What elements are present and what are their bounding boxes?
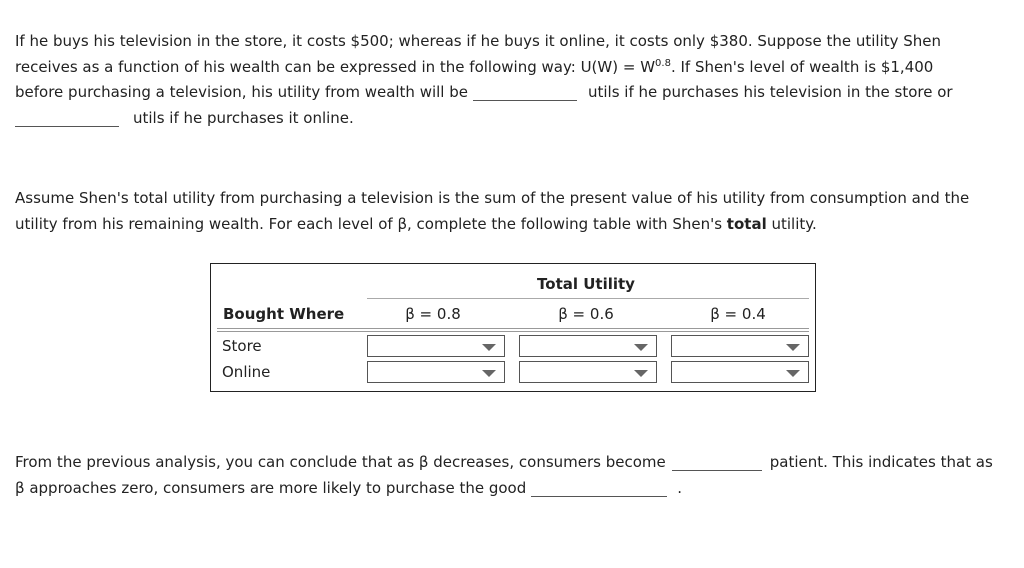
q2-line-2-end: utility. [766,214,817,233]
q1-line-3-end: utils if he purchases his television in the store or [588,83,953,101]
q3-line-2-end: . [677,478,683,497]
q2-line-2 [15,212,1010,238]
q1-line-1: If he buys his television in the store, it costs $500; whereas if he buys it online, it costs only $380. Suppose the utility Shen [15,32,942,50]
online-utility-answer-blank[interactable] [15,109,119,127]
q2-line-1: Assume Shen's total utility from purchasing a television is the sum of the present value of his utility from consumption and the [15,189,970,207]
q1-line-2-end: . If Shen's level of wealth is $1,400 [670,57,934,76]
purchase-location-answer-blank[interactable] [531,479,667,497]
q3-line-2-start: β approaches zero, consumers are more likely to purchase the good [15,478,527,497]
q3-line-1 [15,450,1020,476]
chevron-down-icon [482,344,496,351]
total-utility-header: Total Utility [537,275,635,293]
q3-line-1-start: From the previous analysis, you can conclude that as β decreases, consumers become [15,453,666,471]
group-header-divider [367,298,809,299]
exponent: 0.8 [655,57,671,69]
patience-answer-blank[interactable] [672,453,762,471]
q1-line-3-start: before purchasing a television, his utility from wealth will be [15,83,468,101]
q1-line-2-start: receives as a function of his wealth can be expressed in the following way: U(W) = W [15,57,656,76]
q1-line-2 [15,55,1010,81]
q2-bold-word: total [726,214,767,233]
column-header-beta-0-6: β = 0.6 [558,305,614,323]
q1-line-3 [15,80,1010,106]
online-beta-0-6-dropdown[interactable] [519,361,657,383]
bought-where-header: Bought Where [223,305,345,323]
total-utility-table [210,263,816,392]
header-divider [217,328,809,332]
row-label-online: Online [222,363,271,381]
chevron-down-icon [786,370,800,377]
q1-line-4-end: utils if he purchases it online. [133,108,354,127]
chevron-down-icon [634,370,648,377]
q2-line-2-start: utility from his remaining wealth. For each level of β, complete the following table with Shen's [15,214,727,233]
chevron-down-icon [634,344,648,351]
store-utility-answer-blank[interactable] [473,83,577,101]
chevron-down-icon [482,370,496,377]
question-1-text [15,29,1010,131]
store-beta-0-8-dropdown[interactable] [367,335,505,357]
question-2-text [15,186,1010,237]
q1-line-4 [15,106,1010,132]
online-beta-0-4-dropdown[interactable] [671,361,809,383]
column-header-beta-0-4: β = 0.4 [710,305,766,323]
store-beta-0-4-dropdown[interactable] [671,335,809,357]
q3-line-2 [15,476,1020,502]
q3-line-1-end: patient. This indicates that as [769,453,993,471]
chevron-down-icon [786,344,800,351]
row-label-store: Store [222,337,262,355]
online-beta-0-8-dropdown[interactable] [367,361,505,383]
store-beta-0-6-dropdown[interactable] [519,335,657,357]
question-3-text [15,450,1020,501]
column-header-beta-0-8: β = 0.8 [405,305,461,323]
